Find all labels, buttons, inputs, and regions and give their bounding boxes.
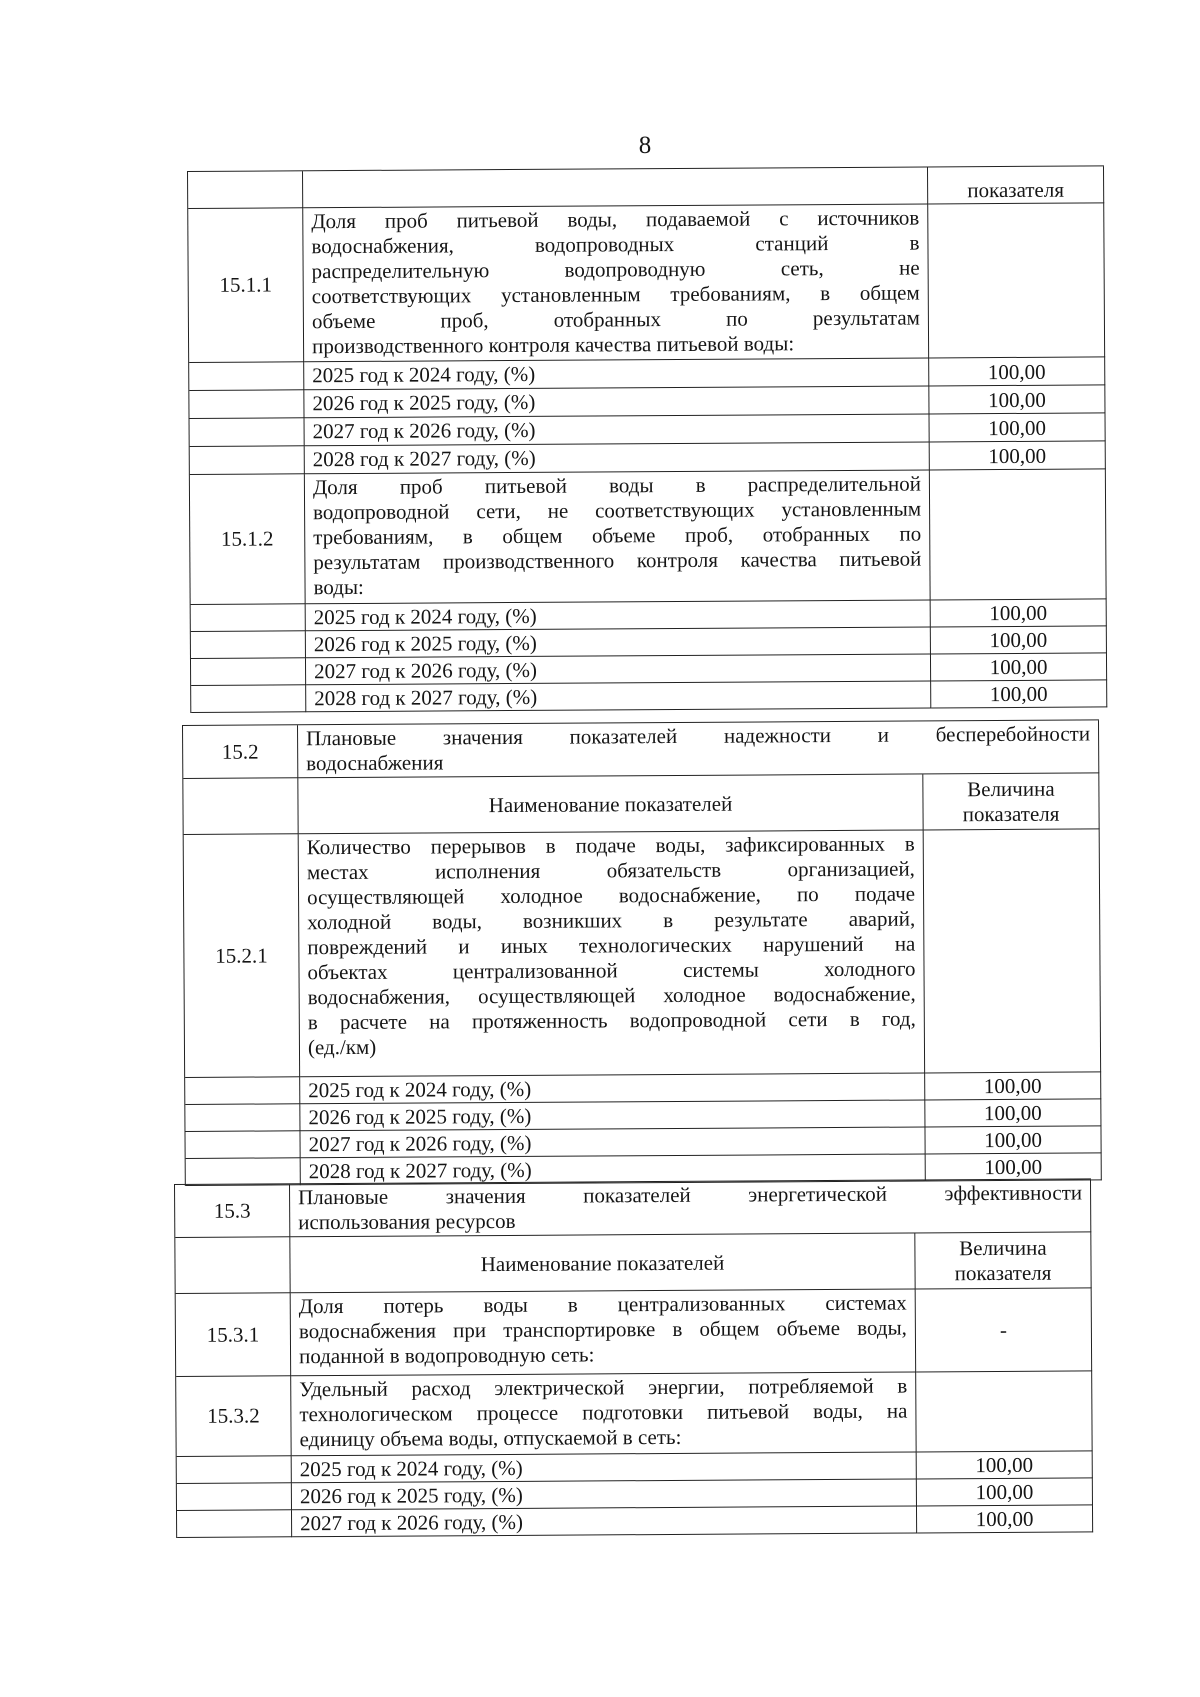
table-row xyxy=(176,1288,1092,1377)
text-line: повреждений и иных технологических нарушений на xyxy=(307,931,916,960)
text-line: использования ресурсов xyxy=(298,1208,516,1235)
number-cell xyxy=(189,390,304,419)
indicator-value xyxy=(916,1371,1092,1452)
year-value: 100,00 xyxy=(931,626,1107,654)
number-cell xyxy=(189,362,304,391)
year-label: 2028 год к 2027 году, (%) xyxy=(305,442,930,474)
page-number: 8 xyxy=(638,132,652,159)
text-line: водоснабжения xyxy=(306,750,444,776)
text-line: Доля потерь воды в централизованных системах xyxy=(298,1290,907,1319)
year-label: 2027 год к 2026 году, (%) xyxy=(292,1506,917,1537)
column-header-name: Наименование показателей xyxy=(298,774,923,834)
text-line: холодной воды, возникших в результате аварий, xyxy=(307,906,916,935)
text-line: водопроводной сети, не соответствующих установленным xyxy=(313,496,922,525)
text-line: в расчете на протяженность водопроводной сети в год, xyxy=(307,1006,916,1035)
year-value: 100,00 xyxy=(917,1505,1093,1533)
year-value: 100,00 xyxy=(931,680,1107,708)
header-line: Величина xyxy=(967,776,1055,801)
number-cell xyxy=(177,1483,292,1511)
number-cell xyxy=(175,1237,290,1294)
indicator-name xyxy=(305,470,931,604)
number-cell xyxy=(185,1104,300,1132)
table-row xyxy=(176,1371,1092,1457)
year-label: 2025 год к 2024 году, (%) xyxy=(304,358,929,390)
year-value: 100,00 xyxy=(925,1072,1101,1100)
section-number: 15.2 xyxy=(183,725,298,779)
value-text: - xyxy=(999,1317,1007,1342)
year-label: 2026 год к 2025 году, (%) xyxy=(292,1479,917,1510)
text-line: водоснабжения, водопроводных станций в xyxy=(311,230,920,259)
text-line: объектах централизованной системы холодного xyxy=(307,956,916,985)
table-row xyxy=(188,166,1104,209)
value-header-text: показателя xyxy=(967,177,1065,203)
year-value: 100,00 xyxy=(917,1478,1093,1506)
number-cell xyxy=(177,1456,292,1484)
section-title xyxy=(298,720,1099,778)
year-value: 100,00 xyxy=(930,413,1106,442)
indicator-name xyxy=(299,830,925,1077)
indicator-name xyxy=(303,204,929,362)
section-row xyxy=(175,1179,1091,1238)
indicator-name xyxy=(291,1372,916,1456)
indicator-value xyxy=(928,203,1105,358)
column-header-name: Наименование показателей xyxy=(290,1233,915,1293)
year-value: 100,00 xyxy=(925,1126,1101,1154)
year-value: 100,00 xyxy=(929,357,1105,386)
number-cell xyxy=(191,604,306,632)
year-value: 100,00 xyxy=(917,1451,1093,1479)
year-value: 100,00 xyxy=(931,653,1107,681)
table-row xyxy=(188,203,1105,363)
column-header-value xyxy=(923,773,1099,830)
year-label: 2025 год к 2024 году, (%) xyxy=(292,1452,917,1483)
table-row xyxy=(184,829,1101,1078)
year-label: 2025 год к 2024 году, (%) xyxy=(300,1073,925,1104)
section-title xyxy=(290,1179,1091,1237)
table-row xyxy=(190,469,1107,605)
number-cell xyxy=(185,1077,300,1105)
text-line: результатам производственного контроля качества питьевой xyxy=(313,546,922,575)
text-line: производственного контроля качества питьевой воды: xyxy=(311,331,795,359)
indicator-table-15-1 xyxy=(187,165,1107,713)
indicator-table-15-3 xyxy=(174,1178,1093,1538)
year-label: 2026 год к 2025 году, (%) xyxy=(306,627,931,658)
text-line: осуществляющей холодное водоснабжение, по подаче xyxy=(306,881,916,910)
year-value: 100,00 xyxy=(926,1153,1102,1181)
number-cell xyxy=(191,685,306,713)
year-label: 2026 год к 2025 году, (%) xyxy=(304,386,929,418)
year-label: 2027 год к 2026 году, (%) xyxy=(306,654,931,685)
name-cell xyxy=(303,167,928,208)
number-cell xyxy=(191,658,306,686)
year-value: 100,00 xyxy=(930,441,1106,470)
text-line: единицу объема воды, отпускаемой в сеть: xyxy=(299,1424,682,1452)
text-line: Плановые значения показателей энергетической эффективности xyxy=(298,1180,1083,1210)
indicator-value xyxy=(930,469,1107,600)
year-label: 2027 год к 2026 году, (%) xyxy=(300,1127,925,1158)
column-header-value xyxy=(915,1232,1091,1289)
number-cell xyxy=(190,446,305,475)
number-cell xyxy=(185,1131,300,1159)
indicator-value xyxy=(916,1288,1093,1372)
text-line: Доля проб питьевой воды в распределительной xyxy=(312,471,921,500)
year-value: 100,00 xyxy=(925,1099,1101,1127)
text-line: (ед./км) xyxy=(307,1034,377,1060)
row-number: 15.2.1 xyxy=(184,834,300,1078)
text-line: соответствующих установленным требованиям, в общем xyxy=(311,280,920,309)
header-line: показателя xyxy=(954,1260,1052,1285)
text-line: технологическом процессе подготовки питьевой воды, на xyxy=(299,1398,908,1427)
text-line: Доля проб питьевой воды, подаваемой с источников xyxy=(311,205,920,234)
section-row xyxy=(183,720,1099,779)
text-line: местах исполнения обязательств организацией, xyxy=(306,856,915,885)
text-line: воды: xyxy=(313,574,364,600)
text-line: Удельный расход электрической энергии, потребляемой в xyxy=(299,1373,908,1402)
year-label: 2028 год к 2027 году, (%) xyxy=(306,681,931,712)
number-cell xyxy=(188,171,303,209)
text-line: Плановые значения показателей надежности и бесперебойности xyxy=(306,721,1091,751)
text-line: водоснабжения при транспортировке в общем объеме воды, xyxy=(298,1315,907,1344)
text-line: поданной в водопроводную сеть: xyxy=(298,1342,595,1369)
table-row xyxy=(191,680,1107,713)
row-number: 15.3.1 xyxy=(176,1293,292,1377)
indicator-name xyxy=(291,1289,916,1376)
header-line: Величина xyxy=(959,1235,1047,1260)
year-label: 2028 год к 2027 году, (%) xyxy=(301,1154,926,1185)
row-number: 15.1.1 xyxy=(188,208,304,363)
number-cell xyxy=(191,631,306,659)
year-label: 2026 год к 2025 году, (%) xyxy=(300,1100,925,1131)
row-number: 15.3.2 xyxy=(176,1376,291,1457)
year-value: 100,00 xyxy=(929,385,1105,414)
year-label: 2027 год к 2026 году, (%) xyxy=(305,414,930,446)
text-line: требованиям, в общем объеме проб, отобранных по xyxy=(313,521,922,550)
indicator-value xyxy=(924,829,1101,1073)
value-header-cell xyxy=(928,166,1104,204)
number-cell xyxy=(190,418,305,447)
header-row xyxy=(175,1232,1091,1294)
number-cell xyxy=(183,778,298,835)
text-line: Количество перерывов в подаче воды, зафиксированных в xyxy=(306,831,915,860)
text-line: распределительную водопроводную сеть, не xyxy=(311,255,920,284)
number-cell xyxy=(186,1158,301,1186)
year-value: 100,00 xyxy=(931,599,1107,627)
year-label: 2025 год к 2024 году, (%) xyxy=(306,600,931,631)
row-number: 15.1.2 xyxy=(190,474,306,605)
number-cell xyxy=(177,1510,292,1538)
text-line: объеме проб, отобранных по результатам xyxy=(311,305,920,334)
header-line: показателя xyxy=(962,801,1060,826)
table-row xyxy=(177,1505,1093,1538)
header-row xyxy=(183,773,1099,835)
section-number: 15.3 xyxy=(175,1184,290,1238)
text-line: водоснабжения, осуществляющей холодное водоснабжение, xyxy=(307,981,916,1010)
indicator-table-15-2 xyxy=(182,719,1102,1186)
